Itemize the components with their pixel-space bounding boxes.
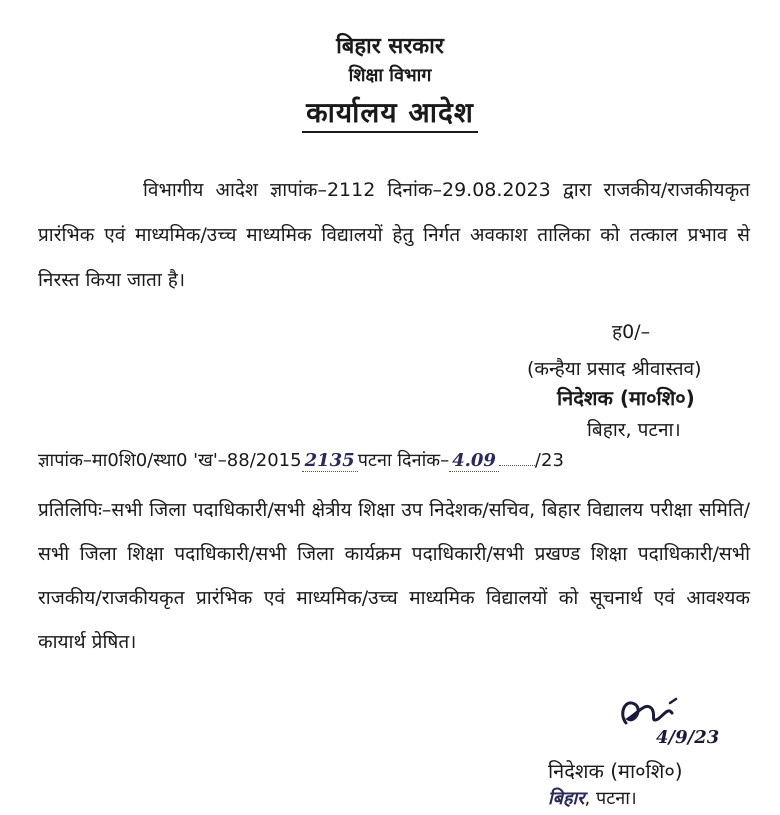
document-title-text: कार्यालय आदेश	[302, 96, 478, 133]
document-title	[0, 93, 780, 131]
memo-date-blank	[499, 465, 535, 466]
signed-mark: ह0/–	[612, 321, 651, 343]
government-name: बिहार सरकार	[336, 34, 444, 59]
signatory-place: बिहार, पटना।	[587, 419, 681, 441]
memo-number: 2135	[302, 450, 358, 472]
place-handwritten: बिहार	[548, 788, 585, 809]
memo-year: /23	[534, 450, 564, 471]
signatory-place-2	[548, 786, 637, 810]
memo-date: 4.09	[449, 450, 499, 472]
signatory-title-2: निदेशक (मा०शि०)	[548, 759, 683, 783]
memo-prefix: ज्ञापांक–मा0शि0/स्था0 'ख'–88/2015	[38, 450, 302, 471]
signatory-name: (कन्हैया प्रसाद श्रीवास्तव)	[527, 358, 702, 380]
memo-place-date-label: पटना दिनांक–	[357, 450, 450, 471]
copy-distribution-paragraph: प्रतिलिपिः–सभी जिला पदाधिकारी/सभी क्षेत्रीय शिक्षा उप निदेशक/सचिव, बिहार विद्यालय परीक्षा समिति/सभी जिला शिक्षा पदाधिकारी/सभी जिला कार्यक्रम पदाधिकारी/सभी प्रखण्ड शिक्षा पदाधिकारी/सभी राजकीय/राजकीयकृत प्रारंभिक एवं माध्यमिक/उच्च माध्यमिक विद्यालयों को सूचनार्थ एवं आवश्यक कायार्थ प्रेषित।	[38, 499, 750, 653]
department-name: शिक्षा विभाग	[348, 65, 432, 86]
memo-reference-line	[38, 448, 564, 472]
order-paragraph: विभागीय आदेश ज्ञापांक–2112 दिनांक–29.08.2023 द्वारा राजकीय/राजकीयकृत प्रारंभिक एवं माध्यमिक/उच्च माध्यमिक विद्यालयों हेतु निर्गत अवकाश तालिका को तत्काल प्रभाव से निरस्त किया जाता है।	[38, 179, 750, 291]
handwritten-date: 4/9/23	[656, 727, 720, 748]
place-suffix: , पटना।	[584, 788, 637, 809]
signatory-title: निदेशक (मा०शि०)	[557, 386, 695, 410]
handwritten-signature	[612, 683, 752, 753]
